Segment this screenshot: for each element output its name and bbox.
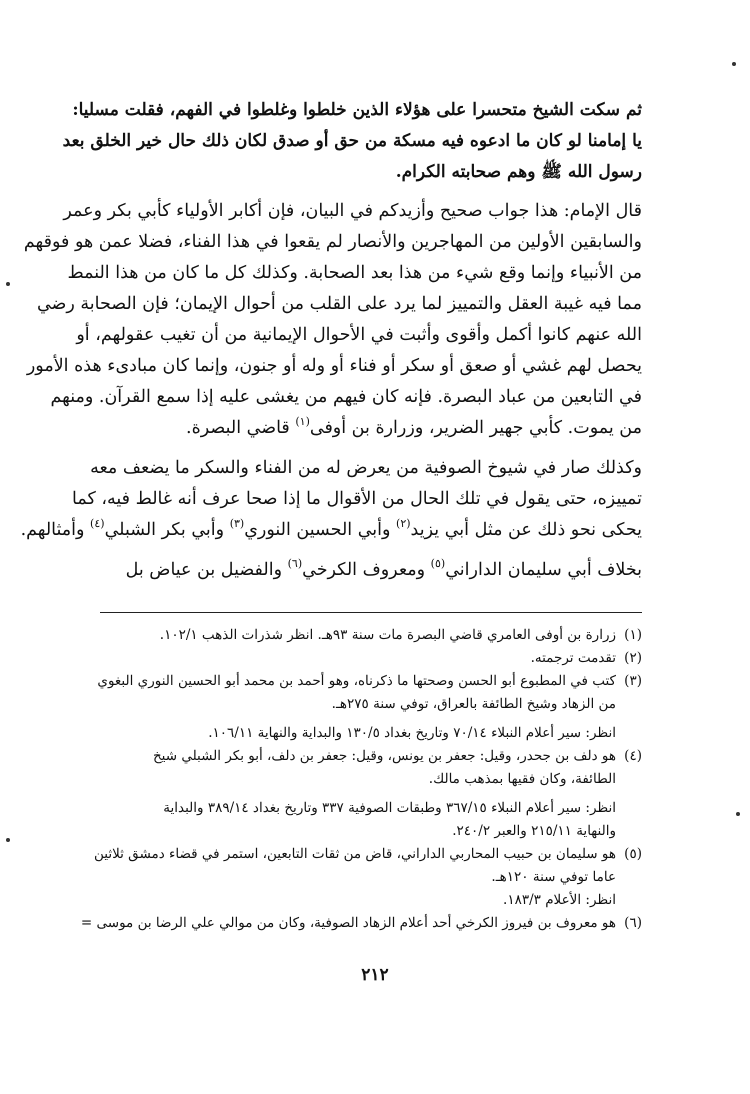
text-line: ثم سكت الشيخ متحسرا على هؤلاء الذين خلطوا وغلطوا في الفهم، فقلت مسليا:	[72, 100, 642, 120]
text-line: الله عنهم كانوا أكمل وأقوى وأثبت في الأحوال الإيمانية من أن تغيب عقولهم، أو	[76, 325, 642, 345]
page-number: ٢١٢	[361, 965, 389, 985]
footnote-line: والنهاية ٢١٥/١١ والعبر ٢٤٠/٢.	[452, 823, 616, 839]
footnote	[93, 843, 642, 912]
text-line: رسول الله ﷺ وهم صحابته الكرام.	[395, 162, 642, 182]
footnote-number: (٦)	[624, 915, 642, 931]
scan-speck	[736, 812, 740, 816]
footnote-ref: (٢)	[396, 517, 411, 530]
text-line: في التابعين من عباد البصرة. فإنه كان فيهم من يغشى عليه إذا سمع القرآن. ومنهم	[50, 387, 642, 407]
footnote-line: هو دلف بن جحدر، وقيل: جعفر بن يونس، وقيل: جعفر بن دلف، أبو بكر الشبلي شيخ	[152, 748, 616, 764]
text-run: وأمثالهم.	[20, 520, 91, 540]
footnote-line: انظر: الأعلام ١٨٣/٣.	[503, 892, 616, 908]
text-line: يحصل لهم غشي أو صعق أو سكر أو فناء أو وله أو جنون، وإنما كان مبادىء هذه الأمور	[26, 356, 642, 376]
footnote	[100, 647, 642, 670]
scan-speck	[6, 838, 10, 842]
text-run: بخلاف أبي سليمان الداراني	[445, 560, 642, 580]
footnote-ref: (٤)	[90, 517, 105, 530]
footnote-number: (٢)	[624, 650, 642, 666]
footnote-line: انظر: سير أعلام النبلاء ٣٦٧/١٥ وطبقات الصوفية ٣٣٧ وتاريخ بغداد ٣٨٩/١٤ والبداية	[163, 800, 616, 816]
footnote-number: (٤)	[624, 748, 642, 764]
text-line	[20, 515, 642, 547]
footnote-line: الطائفة، وكان فقيها بمذهب مالك.	[428, 771, 616, 787]
text-line: وكذلك صار في شيوخ الصوفية من يعرض له من الفناء والسكر ما يضعف معه	[90, 458, 642, 478]
text-run: من يموت. كأبي جهير الضرير، وزرارة بن أوفى	[309, 418, 642, 438]
footnote	[97, 670, 642, 745]
text-run: والفضيل بن عياض بل	[125, 560, 288, 580]
footnote-line: عاما توفي سنة ١٢٠هـ.	[491, 869, 616, 885]
footnote-line: هو سليمان بن حبيب المحاربي الداراني، قاض من ثقات التابعين، استمر في قضاء دمشق ثلاثين	[93, 846, 616, 862]
text-line	[100, 413, 642, 445]
text-run: وأبي الحسين النوري	[244, 520, 397, 540]
footnote-line: كتب في المطبوع أبو الحسن وصحتها ما ذكرناه، وهو أحمد بن محمد أبو الحسين النوري البغوي	[97, 673, 616, 689]
scan-speck	[732, 62, 736, 66]
footnote-line: من الزهاد وشيخ الطائفة بالعراق، توفي سنة ٢٧٥هـ.	[331, 696, 616, 712]
footnote	[80, 912, 642, 935]
footnote-number: (٥)	[624, 846, 642, 862]
footnote-divider	[100, 612, 642, 613]
text-line: قال الإمام: هذا جواب صحيح وأزيدكم في البيان، فإن أكابر الأولياء كأبي بكر وعمر	[63, 201, 642, 221]
footnote-number: (٣)	[624, 673, 642, 689]
text-run: وأبي بكر الشبلي	[104, 520, 230, 540]
footnote-number: (١)	[624, 627, 642, 643]
footnote-line: انظر: سير أعلام النبلاء ٧٠/١٤ وتاريخ بغداد ١٣٠/٥ والبداية والنهاية ١٠٦/١١.	[208, 725, 616, 741]
text-line	[100, 555, 642, 587]
scan-speck	[6, 282, 10, 286]
footnote-line: تقدمت ترجمته.	[530, 650, 616, 666]
text-line: تمييزه، حتى يقول في تلك الحال من الأقوال ما إذا صحا عرف أنه غالط فيه، كما	[72, 489, 642, 509]
text-line: من الأنبياء وإنما وقع شيء من هذا بعد الصحابة. وكذلك كل ما كان من هذا النمط	[67, 263, 642, 283]
footnote-ref: (١)	[295, 415, 310, 428]
main-text	[20, 95, 642, 587]
text-run: قاضي البصرة.	[186, 418, 296, 438]
footnote	[100, 624, 642, 647]
text-run: يحكى نحو ذلك عن مثل أبي يزيد	[410, 520, 642, 540]
text-run: ومعروف الكرخي	[302, 560, 431, 580]
footnotes	[80, 624, 642, 935]
text-line: مما فيه غيبة العقل والتمييز لما يرد على القلب من أحوال الإيمان؛ فإن الصحابة رضي	[36, 294, 642, 314]
footnote-ref: (٥)	[430, 557, 446, 570]
footnote-line: زرارة بن أوفى العامري قاضي البصرة مات سنة ٩٣هـ. انظر شذرات الذهب ١٠٢/١.	[159, 627, 616, 643]
footnote-line: هو معروف بن فيروز الكرخي أحد أعلام الزهاد الصوفية، وكان من موالي علي الرضا بن موسى =	[80, 915, 616, 931]
footnote-ref: (٦)	[287, 557, 303, 570]
footnote-ref: (٣)	[229, 517, 245, 530]
text-line: يا إمامنا لو كان ما ادعوه فيه مسكة من حق أو صدق لكان ذلك حال خير الخلق بعد	[62, 131, 642, 151]
footnote	[100, 745, 642, 843]
text-line: والسابقين الأولين من المهاجرين والأنصار لم يقعوا في هذا الفناء، فضلا عمن هو فوقهم	[23, 232, 642, 252]
